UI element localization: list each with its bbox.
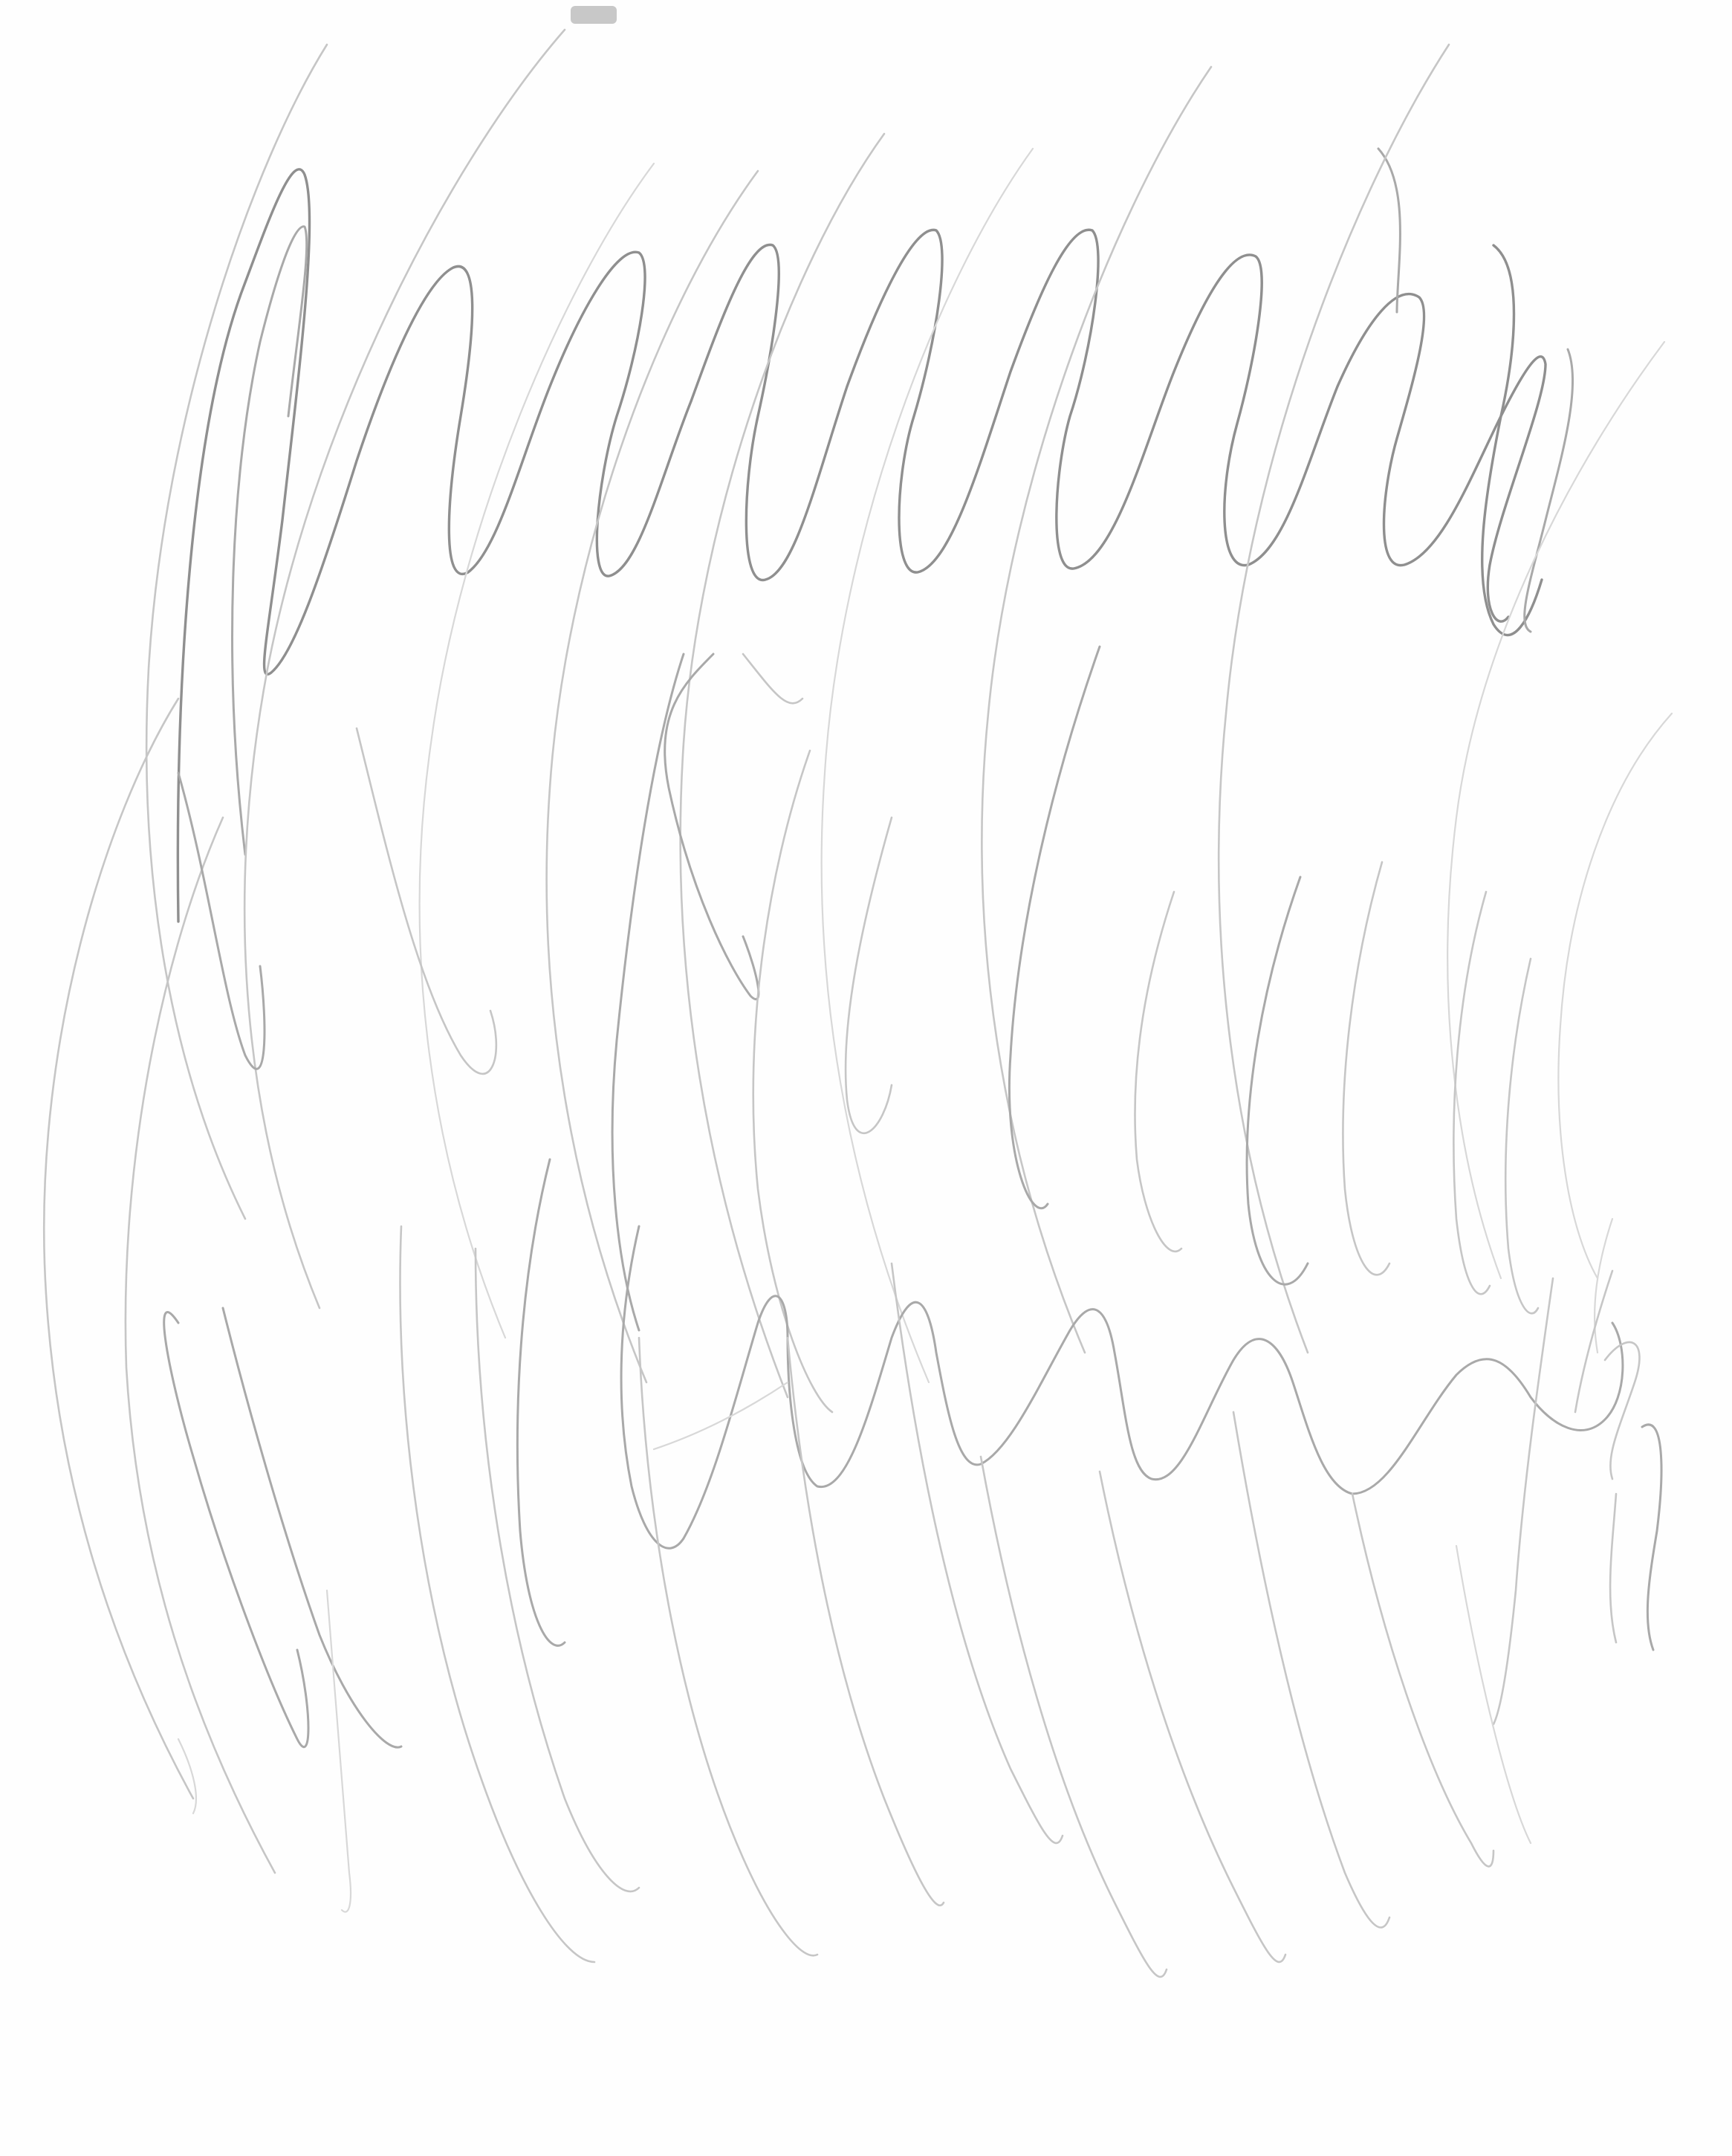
pencil-stroke (1482, 245, 1542, 635)
pencil-stroke (400, 1226, 594, 1962)
pencil-stroke (1505, 959, 1538, 1313)
pencil-stroke (1247, 877, 1308, 1284)
pencil-stroke (981, 1457, 1167, 1977)
pencil-stroke (1525, 349, 1573, 632)
stroke-tails (178, 1226, 1531, 1977)
pencil-stroke (126, 818, 275, 1873)
pencil-stroke (822, 149, 1033, 1382)
pencil-stroke (164, 1312, 308, 1747)
pencil-stroke (753, 751, 832, 1412)
pencil-stroke (223, 1308, 401, 1747)
pencil-stroke (1009, 647, 1100, 1208)
pencil-stroke (1352, 1494, 1493, 1866)
pencil-stroke (846, 818, 892, 1133)
pencil-stroke (1493, 1278, 1553, 1724)
pencil-stroke (654, 1382, 788, 1449)
pencil-stroke (1610, 1494, 1616, 1642)
pencil-stroke (233, 227, 307, 855)
pencil-stroke (420, 164, 654, 1338)
pencil-stroke (1558, 713, 1672, 1278)
pencil-stroke (1343, 862, 1389, 1275)
pencil-stroke (612, 654, 684, 1330)
pencil-stroke (476, 1249, 639, 1891)
pencil-stroke (327, 1590, 351, 1912)
pencil-stroke (517, 1159, 565, 1645)
stroke-row-bottom (164, 1159, 1661, 1747)
pencil-stroke (892, 1263, 1063, 1843)
pencil-stroke (621, 1226, 1623, 1548)
pencil-stroke (178, 773, 265, 1069)
pencil-stroke (1135, 892, 1181, 1252)
pencil-stroke (244, 30, 565, 1308)
pencil-stroke (1575, 1271, 1612, 1412)
pencil-stroke (665, 654, 759, 1000)
graphite-smudge (571, 6, 617, 24)
pencil-stroke (681, 134, 884, 1397)
pencil-stroke (1595, 1219, 1612, 1353)
pencil-stroke (44, 699, 193, 1799)
pencil-stroke (1456, 1546, 1531, 1843)
pencil-stroke (743, 654, 802, 703)
stroke-row-top (178, 149, 1572, 922)
pencil-stroke (1378, 149, 1400, 312)
pencil-stroke (1453, 892, 1490, 1294)
pencil-stroke (1642, 1425, 1661, 1650)
pencil-stroke (146, 45, 327, 1219)
pencil-stroke (1219, 45, 1449, 1353)
pencil-stroke (639, 1338, 817, 1955)
